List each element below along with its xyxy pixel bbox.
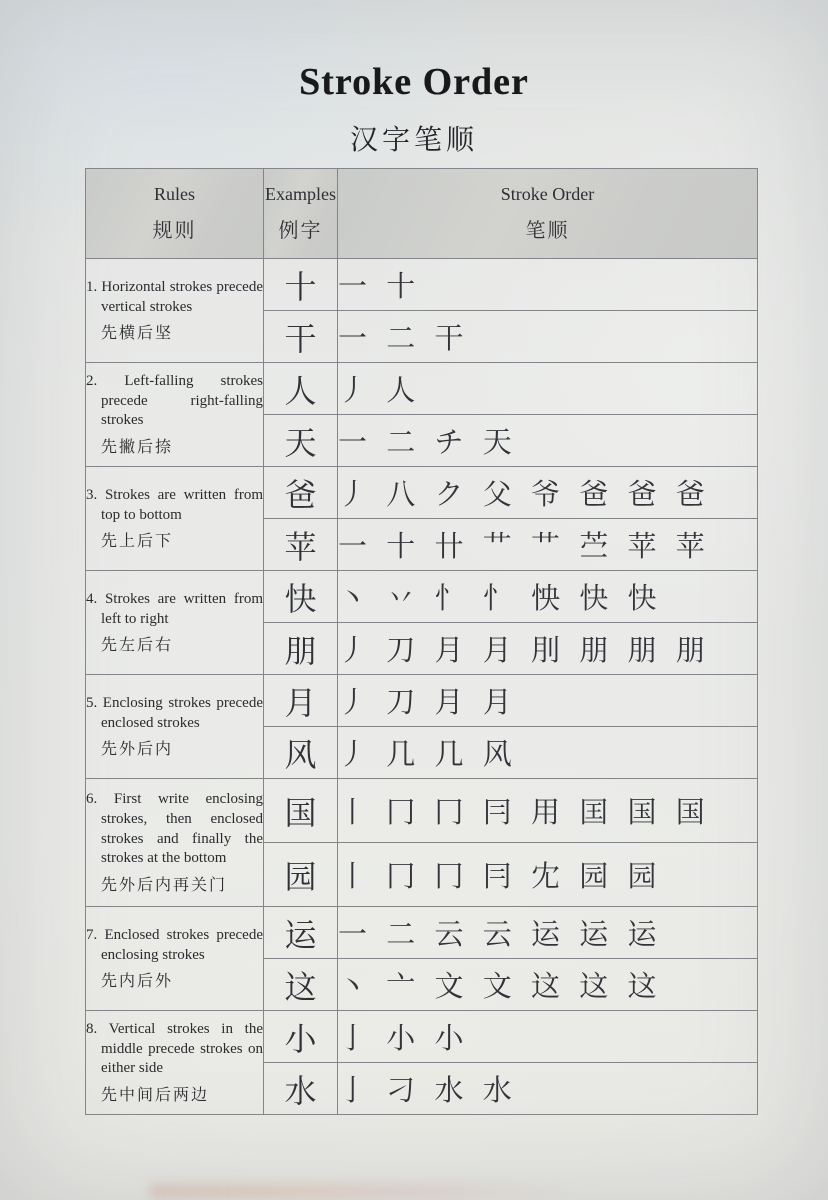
rule-2-number: 2. bbox=[86, 372, 98, 389]
rule-2-text-zh: 先撇后捺 bbox=[101, 439, 174, 457]
rule-8-text-en: 8. Vertical strokes in the middle precede strokes on either side bbox=[86, 1020, 263, 1077]
rule-1-number: 1. bbox=[86, 278, 98, 295]
example-char: 干 bbox=[264, 311, 338, 363]
rule-5-number: 5. bbox=[86, 694, 98, 711]
rule-7-text-zh: 先内后外 bbox=[101, 973, 174, 991]
rule-4-text-zh: 先左后右 bbox=[101, 637, 174, 655]
rule-2-cell bbox=[86, 363, 264, 467]
stroke-steps: 一 十 bbox=[338, 259, 758, 311]
table-row bbox=[86, 779, 758, 843]
rule-5-text-en: 5. Enclosing strokes precede enclosed strokes bbox=[86, 694, 263, 731]
example-char: 十 bbox=[264, 259, 338, 311]
header-examples-en: Examples bbox=[265, 184, 336, 205]
header-stroke-order-en: Stroke Order bbox=[500, 184, 595, 205]
header-examples bbox=[264, 169, 338, 259]
stroke-steps: 亅 刁 水 水 bbox=[338, 1063, 758, 1115]
example-char: 国 bbox=[264, 779, 338, 843]
stroke-steps: 丶 亠 文 文 这 这 这 bbox=[338, 959, 758, 1011]
table-row bbox=[86, 259, 758, 311]
table-row bbox=[86, 571, 758, 623]
header-stroke-order bbox=[338, 169, 758, 259]
rule-1-cell bbox=[86, 259, 264, 363]
table-row bbox=[86, 363, 758, 415]
rule-6-text-en: 6. First write enclosing strokes, then enclosed strokes and finally the strokes at the bottom bbox=[86, 790, 263, 867]
rule-8-number: 8. bbox=[86, 1020, 98, 1037]
stroke-steps: 一 二 干 bbox=[338, 311, 758, 363]
example-char: 风 bbox=[264, 727, 338, 779]
table-row bbox=[86, 1011, 758, 1063]
example-char: 人 bbox=[264, 363, 338, 415]
rule-6-cell bbox=[86, 779, 264, 907]
example-char: 园 bbox=[264, 843, 338, 907]
example-char: 天 bbox=[264, 415, 338, 467]
header-examples-zh: 例字 bbox=[278, 219, 323, 242]
rule-5-cell bbox=[86, 675, 264, 779]
stroke-steps: 丨 冂 冂 冃 用 囯 国 国 bbox=[338, 779, 758, 843]
rule-7-text-en: 7. Enclosed strokes precede enclosing strokes bbox=[86, 926, 263, 963]
header-rules-zh: 规则 bbox=[152, 219, 197, 242]
rule-1-text-zh: 先横后坚 bbox=[101, 325, 174, 343]
rule-6-text-zh: 先外后内再关门 bbox=[101, 877, 228, 895]
rule-3-text-en: 3. Strokes are written from top to bottom bbox=[86, 486, 263, 523]
example-char: 爸 bbox=[264, 467, 338, 519]
stroke-steps: 丿 八 ク 父 爷 爸 爸 爸 bbox=[338, 467, 758, 519]
rule-4-number: 4. bbox=[86, 590, 98, 607]
header-stroke-order-zh: 笔顺 bbox=[525, 219, 570, 242]
stroke-steps: 丶 丷 忄 忄 怏 快 快 bbox=[338, 571, 758, 623]
rule-4-cell bbox=[86, 571, 264, 675]
page-title: Stroke Order bbox=[299, 61, 529, 103]
rule-3-text-zh: 先上后下 bbox=[101, 533, 174, 551]
example-char: 小 bbox=[264, 1011, 338, 1063]
rule-7-cell bbox=[86, 907, 264, 1011]
rule-4-text-en: 4. Strokes are written from left to right bbox=[86, 590, 263, 627]
example-char: 朋 bbox=[264, 623, 338, 675]
rule-8-text-zh: 先中间后两边 bbox=[101, 1087, 210, 1105]
example-char: 水 bbox=[264, 1063, 338, 1115]
header-rules bbox=[86, 169, 264, 259]
rule-7-number: 7. bbox=[86, 926, 98, 943]
stroke-steps: 一 二 チ 天 bbox=[338, 415, 758, 467]
page-subtitle: 汉字笔顺 bbox=[349, 125, 478, 156]
rule-3-number: 3. bbox=[86, 486, 98, 503]
stroke-steps: 丿 几 几 风 bbox=[338, 727, 758, 779]
stroke-steps: 丨 冂 冂 冃 冘 园 园 bbox=[338, 843, 758, 907]
stroke-steps: 一 十 卄 艹 艹 苎 苹 苹 bbox=[338, 519, 758, 571]
stroke-order-table bbox=[85, 168, 758, 1115]
table-header-row bbox=[86, 169, 758, 259]
example-char: 快 bbox=[264, 571, 338, 623]
example-char: 这 bbox=[264, 959, 338, 1011]
stroke-steps: 丿 刀 月 月 bbox=[338, 675, 758, 727]
rule-1-text-en: 1. Horizontal strokes precede vertical strokes bbox=[86, 278, 263, 315]
example-char: 运 bbox=[264, 907, 338, 959]
rule-3-cell bbox=[86, 467, 264, 571]
rule-8-cell bbox=[86, 1011, 264, 1115]
table-row bbox=[86, 907, 758, 959]
example-char: 月 bbox=[264, 675, 338, 727]
blurred-background-smudge bbox=[150, 1183, 580, 1199]
rule-6-number: 6. bbox=[86, 790, 98, 807]
stroke-steps: 一 二 云 云 运 运 运 bbox=[338, 907, 758, 959]
stroke-steps: 丿 刀 月 月 刖 朋 朋 朋 bbox=[338, 623, 758, 675]
stroke-steps: 丿 人 bbox=[338, 363, 758, 415]
header-rules-en: Rules bbox=[153, 184, 195, 205]
example-char: 苹 bbox=[264, 519, 338, 571]
rule-5-text-zh: 先外后内 bbox=[101, 741, 174, 759]
table-row bbox=[86, 467, 758, 519]
table-row bbox=[86, 675, 758, 727]
rule-2-text-en: 2. Left-falling strokes precede right-falling strokes bbox=[86, 372, 263, 429]
stroke-steps: 亅 小 小 bbox=[338, 1011, 758, 1063]
